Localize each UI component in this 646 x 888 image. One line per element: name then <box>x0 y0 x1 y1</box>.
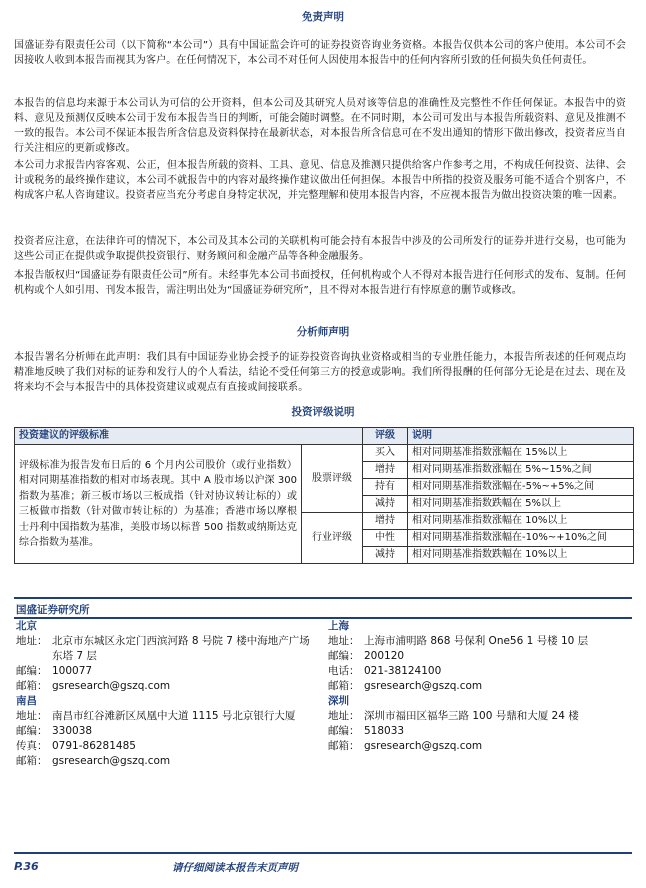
office-column-left <box>16 619 318 769</box>
office-address <box>328 634 628 649</box>
city-shenzhen: 深圳 <box>328 695 349 707</box>
fax-label: 传真： <box>16 740 48 752</box>
office-zip <box>328 649 628 664</box>
office-tel <box>328 664 628 679</box>
mail-value: gsresearch@gszq.com <box>52 755 171 767</box>
disclaimer-paragraph-3: 本公司力求报告内容客观、公正，但本报告所载的资料、工具、意见、信息及推测只提供给客户作参考之用，不构成任何投资、法律、会计或税务的最终操作建议，本公司不就报告中的内容对最终操作建议做出任何担保。本报告中所指的投资及服务可能不适合个别客户，不构成客户私人咨询建议。投资者应当充分考虑自身特定状况，并完整理解和使用本报告内容，不应视本报告为做出投资决策的唯一因素。 <box>14 160 626 201</box>
stock-desc: 相对同期基准指数涨幅在 15%以上 <box>408 445 634 462</box>
zip-value: 330038 <box>52 725 93 737</box>
level-header: 评级 <box>363 428 408 445</box>
office-address <box>16 634 318 664</box>
address-value: 北京市东城区永定门西滨河路 8 号院 7 楼中海地产广场东塔 7 层 <box>52 635 310 662</box>
disclaimer-paragraph-1: 国盛证券有限责任公司（以下简称“本公司”）具有中国证监会许可的证券投资咨询业务资格。本报告仅供本公司的客户使用。本公司不会因接收人收到本报告而视其为客户。在任何情况下，本公司不对任何人因使用本报告中的任何内容所引致的任何损失负任何责任。 <box>14 40 626 66</box>
criteria-header: 投资建议的评级标准 <box>15 428 363 445</box>
address-label: 地址： <box>328 710 360 722</box>
stock-level: 持有 <box>363 479 408 496</box>
address-value: 南昌市红谷滩新区凤凰中大道 1115 号北京银行大厦 <box>52 710 296 722</box>
footer-divider <box>14 852 632 854</box>
industry-desc: 相对同期基准指数涨幅在 10%以上 <box>408 513 634 530</box>
industry-desc: 相对同期基准指数跌幅在 10%以上 <box>408 547 634 564</box>
office-address <box>16 709 318 724</box>
address-label: 地址： <box>328 635 360 647</box>
rating-table <box>14 427 634 564</box>
zip-label: 邮编： <box>328 725 360 737</box>
institute-name: 国盛证券研究所 <box>16 604 90 616</box>
footer-note: 请仔细阅读本报告末页声明 <box>172 862 298 874</box>
rating-table-header <box>15 428 634 445</box>
office-mail <box>16 754 318 769</box>
disclaimer-title: 免责声明 <box>302 11 344 23</box>
rating-title: 投资评级说明 <box>291 406 355 418</box>
mail-label: 邮箱： <box>328 740 360 752</box>
office-mail <box>16 679 318 694</box>
tel-label: 电话： <box>328 665 360 677</box>
zip-label: 邮编： <box>328 650 360 662</box>
desc-header: 说明 <box>408 428 634 445</box>
mail-label: 邮箱： <box>16 755 48 767</box>
city-beijing: 北京 <box>16 620 37 632</box>
stock-level: 减持 <box>363 496 408 513</box>
office-fax <box>16 739 318 754</box>
mail-value: gsresearch@gszq.com <box>52 680 171 692</box>
office-zip <box>16 724 318 739</box>
zip-label: 邮编： <box>16 725 48 737</box>
industry-rating-label: 行业评级 <box>302 513 363 564</box>
industry-level: 中性 <box>363 530 408 547</box>
city-shanghai: 上海 <box>328 620 349 632</box>
disclaimer-paragraph-5: 本报告版权归“国盛证券有限责任公司”所有。未经事先本公司书面授权，任何机构或个人不得对本报告进行任何形式的发布、复制。任何机构或个人如引用、刊发本报告，需注明出处为“国盛证券研究所”，且不得对本报告进行有悖原意的删节或修改。 <box>14 270 626 296</box>
office-mail <box>328 739 628 754</box>
zip-value: 518033 <box>364 725 405 737</box>
office-address <box>328 709 628 724</box>
address-value: 深圳市福田区福华三路 100 号鼎和大厦 24 楼 <box>364 710 579 722</box>
criteria-text: 评级标准为报告发布日后的 6 个月内公司股价（或行业指数）相对同期基准指数的相对市场表现。其中 A 股市场以沪深 300 指数为基准；新三板市场以三板成指（针对协议转让标的）或三板做市指数（针对做市转让标的）为基准；香港市场以摩根士丹利中国指数为基准，美股市场以标普 500 指数或纳斯达克综合指数为基准。 <box>15 445 302 564</box>
address-label: 地址： <box>16 710 48 722</box>
mail-value: gsresearch@gszq.com <box>364 680 483 692</box>
fax-value: 0791-86281485 <box>52 740 136 752</box>
disclaimer-paragraph-2: 本报告的信息均来源于本公司认为可信的公开资料，但本公司及其研究人员对该等信息的准确性及完整性不作任何保证。本报告中的资料、意见及预测仅反映本公司于发布本报告当日的判断，可能会随时调整。在不同时期，本公司可发出与本报告所载资料、意见及推测不一致的报告。本公司不保证本报告所含信息及资料保持在最新状态，对本报告所含信息可在不发出通知的情形下做出修改，投资者应当自行关注相应的更新或修改。 <box>14 98 626 154</box>
mail-label: 邮箱： <box>16 680 48 692</box>
address-label: 地址： <box>16 635 48 647</box>
stock-rating-label: 股票评级 <box>302 445 363 513</box>
office-mail <box>328 679 628 694</box>
table-row <box>15 445 634 462</box>
office-zip <box>328 724 628 739</box>
analyst-title: 分析师声明 <box>296 326 350 338</box>
stock-level: 买入 <box>363 445 408 462</box>
stock-level: 增持 <box>363 462 408 479</box>
zip-label: 邮编： <box>16 665 48 677</box>
address-value: 上海市浦明路 868 号保利 One56 1 号楼 10 层 <box>364 635 589 647</box>
disclaimer-paragraph-4: 投资者应注意，在法律许可的情况下，本公司及其本公司的关联机构可能会持有本报告中涉及的公司所发行的证券并进行交易，也可能为这些公司正在提供或争取提供投资银行、财务顾问和金融产品等各种金融服务。 <box>14 236 626 262</box>
industry-level: 增持 <box>363 513 408 530</box>
tel-value: 021-38124100 <box>364 665 442 677</box>
office-column-right <box>328 619 628 754</box>
industry-level: 减持 <box>363 547 408 564</box>
analyst-paragraph: 本报告署名分析师在此声明：我们具有中国证券业协会授予的证券投资咨询执业资格或相当的专业胜任能力，本报告所表述的任何观点均精准地反映了我们对标的证券和发行人的个人看法，结论不受任何第三方的授意或影响。我们所得报酬的任何部分无论是在过去、现在及将来均不会与本报告中的具体投资建议或观点有直接或间接联系。 <box>14 352 626 393</box>
mail-label: 邮箱： <box>328 680 360 692</box>
city-nanchang: 南昌 <box>16 695 37 707</box>
stock-desc: 相对同期基准指数涨幅在 5%~15%之间 <box>408 462 634 479</box>
zip-value: 200120 <box>364 650 405 662</box>
mail-value: gsresearch@gszq.com <box>364 740 483 752</box>
institute-top-divider <box>14 597 632 599</box>
stock-desc: 相对同期基准指数跌幅在 5%以上 <box>408 496 634 513</box>
stock-desc: 相对同期基准指数涨幅在-5%~+5%之间 <box>408 479 634 496</box>
office-zip <box>16 664 318 679</box>
zip-value: 100077 <box>52 665 93 677</box>
page-number: P.36 <box>14 860 39 873</box>
industry-desc: 相对同期基准指数涨幅在-10%~+10%之间 <box>408 530 634 547</box>
